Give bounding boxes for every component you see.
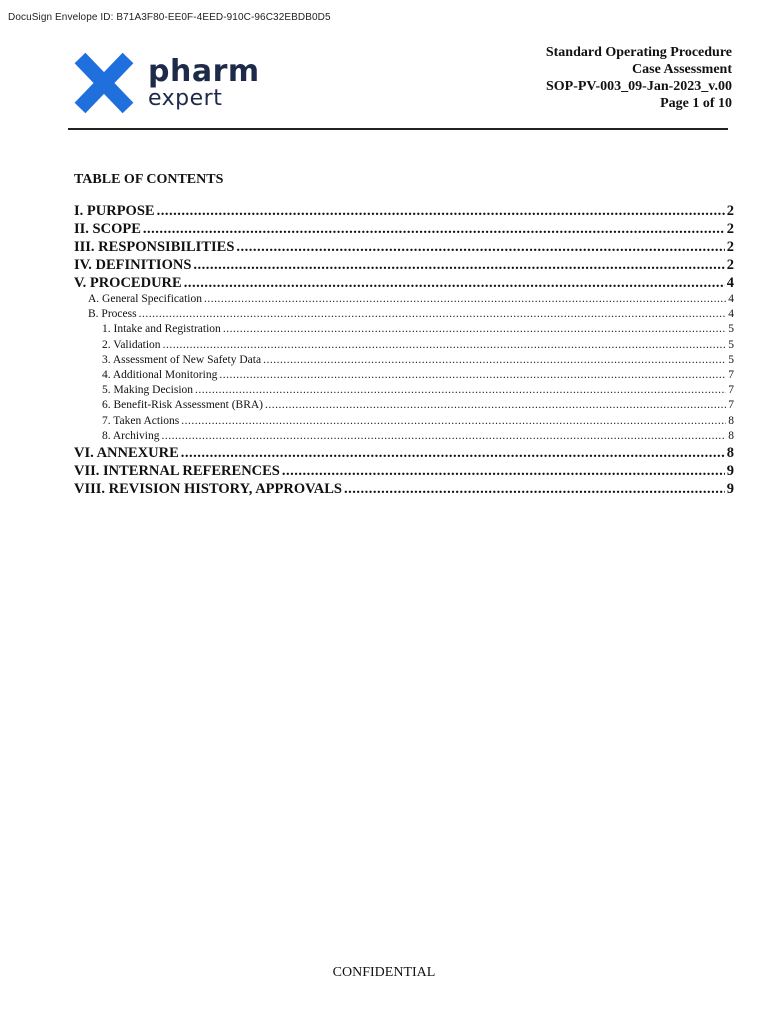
toc-entry-page: 9 xyxy=(726,481,734,498)
toc-entry[interactable] xyxy=(74,414,734,429)
toc-leader xyxy=(184,274,725,292)
toc-entry[interactable] xyxy=(74,238,734,256)
toc-entry-label: VII. INTERNAL REFERENCES xyxy=(74,463,280,480)
toc-entry-label: 2. Validation xyxy=(102,338,161,351)
toc-entry-page: 4 xyxy=(728,293,734,305)
toc-entry-label: IV. DEFINITIONS xyxy=(74,257,192,273)
toc-leader xyxy=(193,256,724,274)
toc-entry[interactable] xyxy=(74,429,734,444)
header-doc-type: Standard Operating Procedure xyxy=(545,45,732,60)
toc-leader xyxy=(236,238,724,256)
toc-entry[interactable] xyxy=(74,480,734,498)
toc-entry[interactable] xyxy=(74,202,734,220)
toc-leader xyxy=(204,292,726,307)
toc-entry-label: A. General Specification xyxy=(88,293,202,305)
toc-entry-page: 2 xyxy=(726,257,734,273)
toc-entry[interactable] xyxy=(74,256,734,274)
toc-entry-label: 7. Taken Actions xyxy=(102,414,180,427)
toc-entry-label: VIII. REVISION HISTORY, APPROVALS xyxy=(74,481,342,498)
toc-entry[interactable] xyxy=(74,462,734,480)
toc-entry-label: 1. Intake and Registration xyxy=(102,323,221,336)
logo-word-expert: expert xyxy=(148,86,223,111)
logo-x-mark-icon xyxy=(72,50,136,116)
toc-title: TABLE OF CONTENTS xyxy=(74,172,224,187)
toc-entry-label: I. PURPOSE xyxy=(74,203,155,219)
toc-leader xyxy=(265,398,726,413)
toc-entry-page: 9 xyxy=(726,463,734,480)
toc-entry[interactable] xyxy=(74,322,734,337)
toc-entry-page: 7 xyxy=(728,399,734,412)
table-of-contents xyxy=(74,202,734,498)
toc-entry[interactable] xyxy=(74,338,734,353)
toc-entry-label: III. RESPONSIBILITIES xyxy=(74,239,235,255)
toc-entry-label: 5. Making Decision xyxy=(102,384,194,397)
header-doc-title: Case Assessment xyxy=(632,62,732,77)
toc-entry-label: 3. Assessment of New Safety Data xyxy=(102,353,262,366)
toc-leader xyxy=(263,353,726,368)
toc-entry[interactable] xyxy=(74,444,734,462)
logo-word-pharm: pharm xyxy=(148,54,260,89)
toc-entry[interactable] xyxy=(74,292,734,307)
toc-entry-page: 5 xyxy=(728,353,734,366)
toc-entry-page: 5 xyxy=(728,338,734,351)
toc-leader xyxy=(344,480,725,498)
toc-entry-page: 5 xyxy=(728,323,734,336)
toc-entry-page: 2 xyxy=(726,203,734,219)
toc-leader xyxy=(163,338,727,353)
toc-entry-label: II. SCOPE xyxy=(74,221,141,237)
toc-entry-page: 4 xyxy=(728,308,734,321)
toc-entry-page: 7 xyxy=(728,369,734,382)
toc-entry-label: VI. ANNEXURE xyxy=(74,445,179,462)
toc-leader xyxy=(162,429,727,444)
toc-entry-page: 2 xyxy=(726,239,734,255)
toc-entry-page: 8 xyxy=(728,429,734,442)
toc-leader xyxy=(181,414,726,429)
toc-entry-label: 4. Additional Monitoring xyxy=(102,369,218,382)
header-doc-code: SOP-PV-003_09-Jan-2023_v.00 xyxy=(545,79,732,94)
pharm-expert-logo xyxy=(72,48,272,118)
toc-entry[interactable] xyxy=(74,383,734,398)
toc-entry[interactable] xyxy=(74,274,734,292)
toc-leader xyxy=(181,444,725,462)
toc-leader xyxy=(195,383,726,398)
toc-leader xyxy=(282,462,725,480)
toc-leader xyxy=(223,322,726,337)
document-header xyxy=(546,44,732,112)
toc-entry-page: 2 xyxy=(726,221,734,237)
header-divider xyxy=(68,128,728,130)
toc-leader xyxy=(219,368,726,383)
toc-entry-label: 6. Benefit-Risk Assessment (BRA) xyxy=(102,399,263,412)
header-page-number: Page 1 of 10 xyxy=(660,96,732,111)
toc-entry-label: B. Process xyxy=(88,308,137,321)
toc-entry-label: V. PROCEDURE xyxy=(74,275,182,291)
toc-entry-page: 8 xyxy=(728,414,734,427)
docusign-envelope-id: DocuSign Envelope ID: B71A3F80-EE0F-4EED-910C-96C32EBDB0D5 xyxy=(8,12,331,23)
toc-entry[interactable] xyxy=(74,307,734,322)
toc-entry[interactable] xyxy=(74,368,734,383)
toc-leader xyxy=(143,220,725,238)
toc-leader xyxy=(157,202,725,220)
toc-entry[interactable] xyxy=(74,398,734,413)
toc-entry-page: 7 xyxy=(728,384,734,397)
toc-entry-label: 8. Archiving xyxy=(102,429,160,442)
toc-entry[interactable] xyxy=(74,353,734,368)
toc-entry[interactable] xyxy=(74,220,734,238)
toc-entry-page: 8 xyxy=(726,445,734,462)
confidential-footer: CONFIDENTIAL xyxy=(332,965,436,980)
toc-entry-page: 4 xyxy=(726,275,734,291)
toc-leader xyxy=(139,307,727,322)
